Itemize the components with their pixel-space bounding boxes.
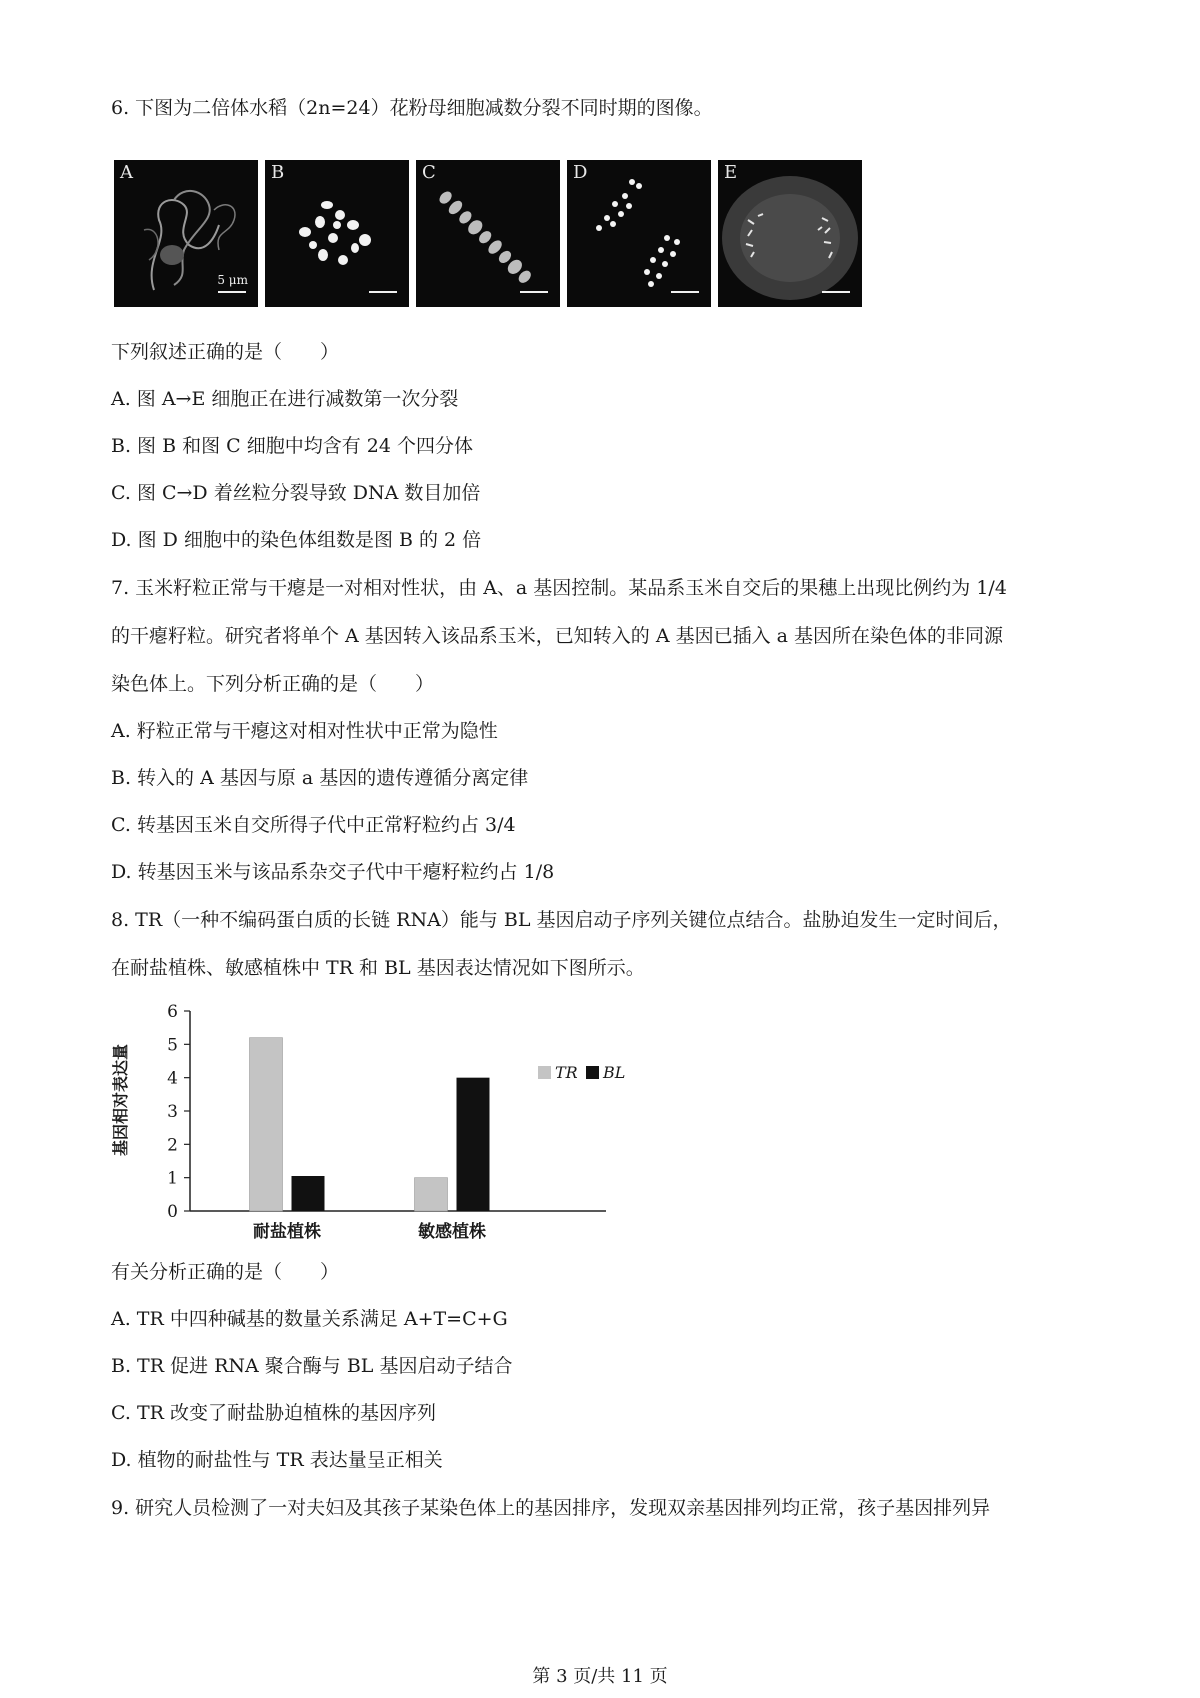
- legend-swatch-bl: [586, 1066, 599, 1079]
- scale-bar: [671, 291, 699, 293]
- panel-label-b: B: [271, 162, 285, 183]
- chart-svg: [110, 995, 670, 1245]
- q7-option-d: D. 转基因玉米与该品系杂交子代中干瘪籽粒约占 1/8: [111, 861, 555, 883]
- scale-bar: [822, 291, 850, 293]
- q8-option-c: C. TR 改变了耐盐胁迫植株的基因序列: [111, 1402, 436, 1424]
- q7-option-b: B. 转入的 A 基因与原 a 基因的遗传遵循分离定律: [111, 767, 529, 789]
- q8-option-d: D. 植物的耐盐性与 TR 表达量呈正相关: [111, 1449, 443, 1471]
- photo-panel-a: [114, 160, 258, 307]
- q6-option-d: D. 图 D 细胞中的染色体组数是图 B 的 2 倍: [111, 529, 482, 551]
- y-axis-label: 基因相对表达量: [111, 1043, 130, 1157]
- x-tick-label: 耐盐植株: [253, 1222, 321, 1242]
- photo-panel-d: [567, 160, 711, 307]
- q8-prompt: 有关分析正确的是（ ）: [111, 1261, 340, 1283]
- y-tick-label: 3: [167, 1102, 178, 1122]
- legend-label-bl: BL: [603, 1063, 626, 1082]
- photo-panel-b: [265, 160, 409, 307]
- bar-bl-1: [457, 1078, 490, 1211]
- page-footer: 第 3 页/共 11 页: [532, 1666, 668, 1687]
- scale-label: 5 μm: [217, 273, 248, 287]
- anaphase-image-d: [567, 160, 711, 307]
- q6-option-c: C. 图 C→D 着丝粒分裂导致 DNA 数目加倍: [111, 482, 481, 504]
- y-tick-label: 6: [167, 1002, 178, 1022]
- q8-option-b: B. TR 促进 RNA 聚合酶与 BL 基因启动子结合: [111, 1355, 513, 1377]
- bar-bl-0: [292, 1176, 325, 1211]
- bar-tr-0: [250, 1038, 283, 1211]
- panel-label-a: A: [120, 162, 133, 183]
- metaphase-plate-image-c: [416, 160, 560, 307]
- y-tick-label: 1: [167, 1168, 178, 1189]
- q6-prompt: 下列叙述正确的是（ ）: [111, 341, 340, 363]
- scale-bar: [369, 291, 397, 293]
- q6-option-a: A. 图 A→E 细胞正在进行减数第一次分裂: [111, 388, 459, 410]
- panel-label-c: C: [422, 162, 436, 183]
- y-tick-label: 2: [167, 1135, 178, 1156]
- expression-bar-chart: [110, 995, 670, 1245]
- x-tick-label: 敏感植株: [418, 1222, 486, 1242]
- legend-swatch-tr: [538, 1066, 551, 1079]
- q7-option-a: A. 籽粒正常与干瘪这对相对性状中正常为隐性: [111, 720, 498, 742]
- y-tick-label: 5: [167, 1035, 178, 1056]
- legend-label-tr: TR: [555, 1063, 578, 1082]
- q9-stem: 9. 研究人员检测了一对夫妇及其孩子某染色体上的基因排序，发现双亲基因排列均正常，孩子基因排列异: [111, 1497, 991, 1519]
- q6-stem: 6. 下图为二倍体水稻（2n=24）花粉母细胞减数分裂不同时期的图像。: [111, 97, 713, 119]
- q8-option-a: A. TR 中四种碱基的数量关系满足 A+T=C+G: [111, 1308, 508, 1330]
- q7-option-c: C. 转基因玉米自交所得子代中正常籽粒约占 3/4: [111, 814, 516, 836]
- panel-label-d: D: [573, 162, 588, 183]
- bivalents-image-b: [265, 160, 409, 307]
- telophase-image-e: [718, 160, 862, 307]
- q6-option-b: B. 图 B 和图 C 细胞中均含有 24 个四分体: [111, 435, 473, 457]
- q7-stem-line-3: 染色体上。下列分析正确的是（ ）: [111, 673, 435, 695]
- q7-stem-line-2: 的干瘪籽粒。研究者将单个 A 基因转入该品系玉米，已知转入的 A 基因已插入 a 基因所在染色体的非同源: [111, 625, 1004, 647]
- scale-bar: [218, 291, 246, 293]
- meiosis-photo-strip: [114, 160, 864, 307]
- scale-bar: [520, 291, 548, 293]
- q8-stem-line-2: 在耐盐植株、敏感植株中 TR 和 BL 基因表达情况如下图所示。: [111, 957, 645, 979]
- y-tick-label: 4: [167, 1068, 178, 1089]
- photo-panel-c: [416, 160, 560, 307]
- q8-stem-line-1: 8. TR（一种不编码蛋白质的长链 RNA）能与 BL 基因启动子序列关键位点结合。盐胁迫发生一定时间后，: [111, 909, 1012, 931]
- panel-label-e: E: [724, 162, 738, 183]
- y-tick-label: 0: [167, 1202, 178, 1222]
- q7-stem-line-1: 7. 玉米籽粒正常与干瘪是一对相对性状，由 A、a 基因控制。某品系玉米自交后的果穗上出现比例约为 1/4: [111, 577, 1007, 599]
- bar-tr-1: [415, 1178, 448, 1211]
- photo-panel-e: [718, 160, 862, 307]
